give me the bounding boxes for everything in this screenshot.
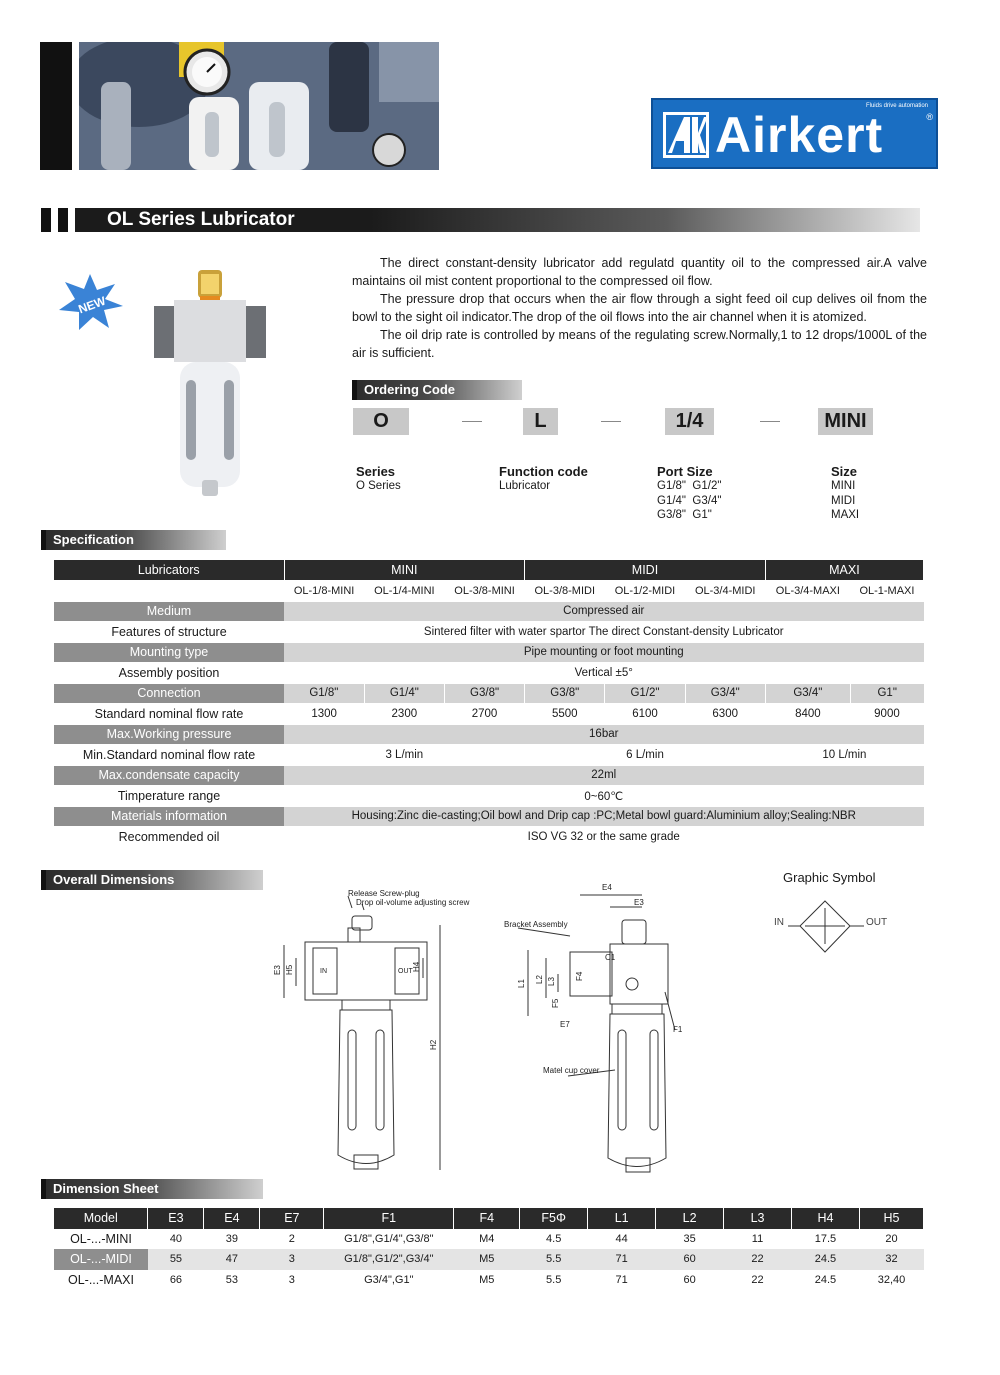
row-label: Timperature range [54, 786, 284, 807]
dim-h5: H5 [285, 964, 294, 975]
row-label: Min.Standard nominal flow rate [54, 745, 284, 766]
graphic-symbol [770, 896, 900, 966]
graphic-symbol-title: Graphic Symbol [783, 870, 876, 885]
table-row [54, 786, 924, 807]
row-label: Connection [54, 683, 284, 704]
symbol-in-label: IN [774, 917, 784, 928]
table-cell: 22 [724, 1249, 792, 1270]
row-value: Sintered filter with water spartor The direct Constant-density Lubricator [284, 622, 924, 643]
dim-l3: L3 [547, 977, 556, 986]
model-cell: OL-...-MIDI [54, 1249, 148, 1270]
field-size [831, 464, 859, 523]
row-label: Max.Working pressure [54, 724, 284, 745]
model-cell: OL-1/4-MINI [364, 581, 444, 602]
table-header: L2 [656, 1208, 724, 1229]
row-value: 8400 [765, 704, 850, 725]
intro-paragraph: The oil drip rate is controlled by means of the regulating screw.Normally,1 to 12 drops/1000L of the air is sufficient. [352, 328, 927, 360]
table-cell: M4 [479, 1232, 495, 1245]
table-cell: 71 [588, 1249, 656, 1270]
page-title: OL Series Lubricator [107, 209, 295, 230]
table-row [54, 581, 924, 602]
row-label: Max.condensate capacity [54, 765, 284, 786]
overall-dimensions-heading: Overall Dimensions [41, 870, 263, 890]
table-cell: 4.5 [546, 1232, 562, 1245]
table-header: E3 [148, 1208, 204, 1229]
brand-mark-icon [663, 112, 709, 158]
callout-drop-oil: Drop oil-volume adjusting screw [356, 898, 470, 907]
table-cell: 55 [148, 1249, 204, 1270]
header-product-photo [79, 42, 439, 170]
table-cell: 2 [288, 1232, 295, 1245]
table-row [54, 622, 924, 643]
row-label: Materials information [54, 806, 284, 827]
row-label: Standard nominal flow rate [54, 704, 284, 725]
table-cell: 53 [225, 1273, 239, 1286]
table-header: F5Φ [520, 1208, 588, 1229]
title-bar-blocks [41, 208, 71, 232]
callout-cup-cover: Matel cup cover [543, 1066, 600, 1075]
table-cell: 22 [751, 1273, 764, 1286]
field-values: MINI MIDI MAXI [831, 480, 860, 521]
row-value: ISO VG 32 or the same grade [284, 827, 924, 848]
table-row [54, 1208, 924, 1229]
table-cell: 60 [683, 1273, 696, 1286]
dim-l2: L2 [535, 975, 544, 984]
table-cell: 3 [260, 1249, 324, 1270]
dim-e7: E7 [560, 1020, 570, 1029]
row-value: 16bar [284, 724, 924, 745]
table-row [54, 704, 924, 725]
symbol-out-label: OUT [866, 917, 888, 928]
table-cell: 32 [859, 1249, 923, 1270]
table-cell: 11 [751, 1232, 764, 1245]
field-series [356, 464, 401, 494]
row-value: 1300 [284, 704, 364, 725]
table-row [54, 745, 924, 766]
table-header: E4 [204, 1208, 260, 1229]
dimension-drawing [270, 880, 700, 1180]
callout-release-screw: Release Screw-plug [348, 889, 420, 898]
product-lubricator-image [150, 270, 270, 500]
dim-f4: F4 [575, 971, 584, 981]
code-separator [462, 421, 482, 422]
table-row [54, 683, 924, 704]
dim-e4: E4 [602, 883, 612, 892]
dim-l1: L1 [517, 979, 526, 988]
row-value: G1/8" [284, 683, 364, 704]
model-cell: OL-3/8-MINI [444, 581, 524, 602]
field-function [499, 464, 588, 494]
table-cell: 32,40 [877, 1273, 906, 1286]
row-label: Medium [54, 601, 284, 622]
row-value: G3/4" [685, 683, 765, 704]
intro-text [352, 254, 927, 362]
dimension-sheet-heading: Dimension Sheet [41, 1179, 263, 1199]
table-row [54, 642, 924, 663]
row-value: G1/2" [605, 683, 685, 704]
table-header: MAXI [765, 560, 923, 581]
table-cell: 66 [169, 1273, 183, 1286]
table-row [54, 560, 924, 581]
table-row [54, 827, 924, 848]
row-label: Mounting type [54, 642, 284, 663]
field-title: Size [831, 464, 858, 479]
table-cell: M5 [479, 1273, 495, 1286]
new-badge [55, 272, 125, 332]
table-row [54, 1249, 924, 1270]
table-row [54, 724, 924, 745]
table-header: L1 [588, 1208, 656, 1229]
code-series: O [353, 408, 409, 435]
table-cell: 5.5 [546, 1273, 562, 1286]
table-cell: G3/4",G1" [364, 1273, 414, 1286]
code-separator [601, 421, 621, 422]
row-label: Assembly position [54, 663, 284, 684]
row-value: G1" [850, 683, 923, 704]
code-separator [760, 421, 780, 422]
dim-e3: E3 [273, 965, 282, 975]
header-black-bar [40, 42, 72, 170]
row-value: 9000 [850, 704, 923, 725]
table-row [54, 663, 924, 684]
row-value: 2700 [444, 704, 524, 725]
row-value: 5500 [525, 704, 605, 725]
dim-c1: C1 [605, 953, 616, 962]
ordering-code-heading: Ordering Code [352, 380, 522, 400]
table-header: L3 [724, 1208, 792, 1229]
table-cell: 40 [169, 1232, 183, 1245]
table-row [54, 601, 924, 622]
table-header: Model [54, 1208, 148, 1229]
new-badge-label: NEW [76, 293, 108, 317]
table-cell: G1/8",G1/4",G3/8" [344, 1232, 434, 1245]
row-value: Pipe mounting or foot mounting [284, 642, 924, 663]
table-row [54, 765, 924, 786]
table-cell: 20 [885, 1232, 898, 1245]
code-function: L [523, 408, 558, 435]
table-cell: 39 [225, 1232, 239, 1245]
row-value: Vertical ±5° [284, 663, 924, 684]
model-cell: OL-3/4-MAXI [765, 581, 850, 602]
dim-f1: F1 [673, 1025, 683, 1034]
table-cell: 35 [683, 1232, 696, 1245]
model-cell: OL-3/8-MIDI [525, 581, 605, 602]
row-value: G1/4" [364, 683, 444, 704]
dim-f5: F5 [551, 998, 560, 1008]
row-value: 10 L/min [765, 745, 923, 766]
model-cell: OL-1/2-MIDI [605, 581, 685, 602]
dim-h4: H4 [412, 961, 421, 972]
row-value: 22ml [284, 765, 924, 786]
field-title: Function code [499, 464, 588, 479]
table-header: H4 [791, 1208, 859, 1229]
row-label: Features of structure [54, 622, 284, 643]
row-value: G3/8" [444, 683, 524, 704]
row-value: 6 L/min [525, 745, 766, 766]
row-value: Housing:Zinc die-casting;Oil bowl and Drip cap :PC;Metal bowl guard:Aluminium alloy;Sealing:NBR [284, 806, 924, 827]
field-port-size [657, 464, 721, 523]
brand-name: Airkert [715, 107, 884, 163]
table-cell: 5.5 [520, 1249, 588, 1270]
field-values: G1/8" G1/2" G1/4" G3/4" G3/8" G1" [657, 480, 722, 521]
model-cell: OL-...-MAXI [67, 1272, 134, 1287]
table-row [54, 1270, 924, 1291]
field-values: Lubricator [499, 480, 551, 492]
model-cell: OL-1/8-MINI [284, 581, 364, 602]
table-cell: 3 [288, 1273, 295, 1286]
table-header: MINI [284, 560, 525, 581]
row-value: G3/8" [525, 683, 605, 704]
brand-logo [651, 98, 938, 169]
intro-paragraph: The direct constant-density lubricator add regulatd quantity oil to the compressed air.A valve maintains oil mist content proportional to the compressed oil flow. [352, 256, 927, 288]
specification-table [54, 560, 924, 848]
row-value: 0~60℃ [284, 786, 924, 807]
dim-h2: H2 [429, 1039, 438, 1050]
row-value: 6300 [685, 704, 765, 725]
model-cell: OL-3/4-MIDI [685, 581, 765, 602]
table-row [54, 806, 924, 827]
table-row [54, 1229, 924, 1250]
table-cell: G1/8",G1/2",G3/4" [324, 1249, 454, 1270]
model-cell: OL-...-MINI [70, 1231, 132, 1246]
table-header: H5 [859, 1208, 923, 1229]
row-value: 2300 [364, 704, 444, 725]
row-value: 3 L/min [284, 745, 525, 766]
row-value: Compressed air [284, 601, 924, 622]
model-cell: OL-1-MAXI [850, 581, 923, 602]
brand-tagline: Fluids drive automation [865, 103, 928, 109]
row-label: Recommended oil [54, 827, 284, 848]
dim-e3-side: E3 [634, 898, 644, 907]
table-cell: 47 [204, 1249, 260, 1270]
specification-heading: Specification [41, 530, 226, 550]
table-header: F1 [324, 1208, 454, 1229]
field-title: Series [356, 464, 396, 479]
callout-bracket: Bracket Assembly [504, 920, 568, 929]
brand-reg-mark: ® [926, 112, 933, 122]
table-cell: 44 [615, 1232, 628, 1245]
port-in-label: IN [320, 968, 327, 975]
dimension-sheet-table [54, 1208, 924, 1290]
row-value: G3/4" [765, 683, 850, 704]
table-cell: 17.5 [814, 1232, 837, 1245]
table-cell: M5 [454, 1249, 520, 1270]
table-cell: 24.5 [814, 1273, 837, 1286]
table-header: Lubricators [54, 560, 284, 581]
table-header: MIDI [525, 560, 766, 581]
row-value: 6100 [605, 704, 685, 725]
port-out-label: OUT [398, 968, 413, 975]
intro-paragraph: The pressure drop that occurs when the air flow through a sight feed oil cup delives oil fnom the bowl to the sight oil indicator.The drop of the oil flows into the air channel when it is atomized. [352, 292, 927, 324]
table-header: E7 [260, 1208, 324, 1229]
table-cell: 71 [615, 1273, 628, 1286]
table-header: F4 [454, 1208, 520, 1229]
code-port-size: 1/4 [665, 408, 714, 435]
table-cell: 60 [656, 1249, 724, 1270]
field-title: Port Size [657, 464, 713, 479]
table-cell: 24.5 [791, 1249, 859, 1270]
field-values: O Series [356, 480, 401, 492]
code-size: MINI [818, 408, 873, 435]
